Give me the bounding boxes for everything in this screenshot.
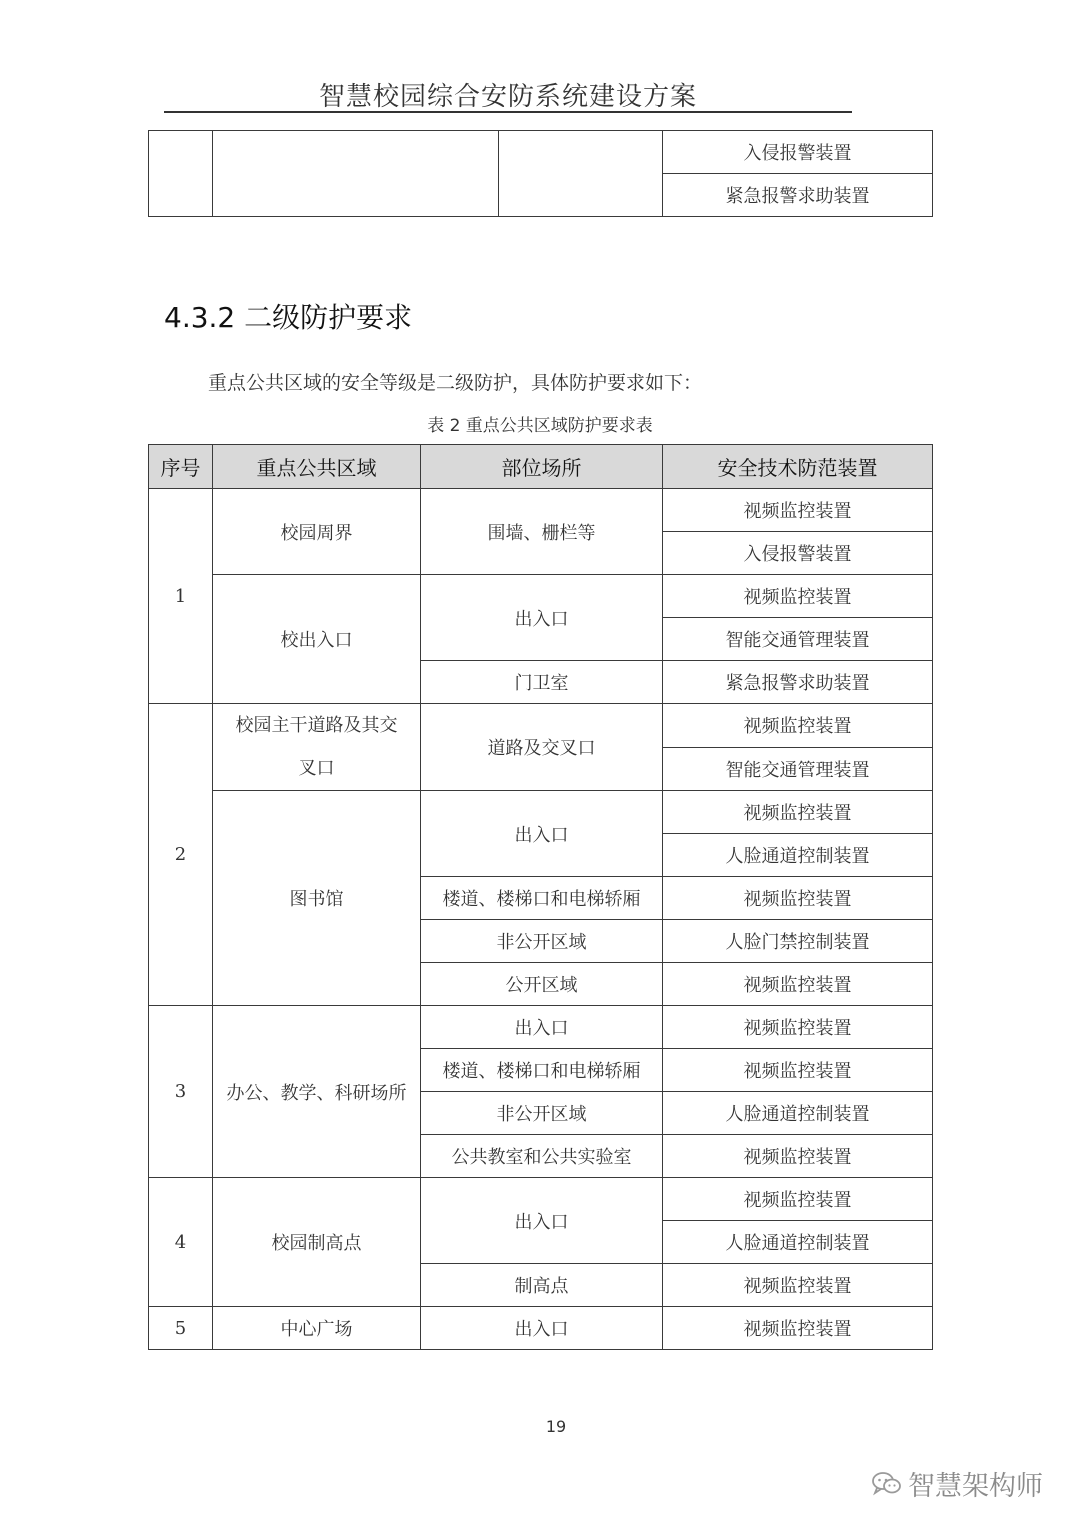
cell-device: 视频监控装置 <box>663 489 933 532</box>
table-header-row <box>149 445 933 489</box>
cell-device: 视频监控装置 <box>663 791 933 834</box>
cell-device: 视频监控装置 <box>663 1264 933 1307</box>
cell-device: 视频监控装置 <box>663 1307 933 1350</box>
wechat-icon <box>872 1471 902 1497</box>
cell-device: 人脸通道控制装置 <box>663 834 933 877</box>
cell-place: 非公开区域 <box>421 1092 663 1135</box>
table-row <box>149 704 933 748</box>
cell-device: 人脸门禁控制装置 <box>663 920 933 963</box>
cell-place: 出入口 <box>421 1307 663 1350</box>
header-divider <box>164 111 852 113</box>
cell-device: 视频监控装置 <box>663 704 933 748</box>
cell-area: 校园制高点 <box>213 1178 421 1307</box>
table-cell-empty <box>149 131 213 217</box>
page-header-title: 智慧校园综合安防系统建设方案 <box>318 82 697 112</box>
cell-place: 出入口 <box>421 1006 663 1049</box>
table-row <box>149 489 933 532</box>
cell-place: 楼道、楼梯口和电梯轿厢 <box>421 877 663 920</box>
cell-device: 智能交通管理装置 <box>663 747 933 791</box>
cell-place: 制高点 <box>421 1264 663 1307</box>
header-cell-area: 重点公共区域 <box>213 445 421 489</box>
cell-place: 门卫室 <box>421 661 663 704</box>
watermark-text: 智慧架构师 <box>908 1471 1043 1502</box>
cell-place: 公共教室和公共实验室 <box>421 1135 663 1178</box>
cell-device: 视频监控装置 <box>663 877 933 920</box>
cell-place: 非公开区域 <box>421 920 663 963</box>
cell-number: 3 <box>149 1006 213 1178</box>
cell-device: 紧急报警求助装置 <box>663 661 933 704</box>
table-caption: 表 2 重点公共区域防护要求表 <box>427 416 653 436</box>
continued-table <box>148 130 933 217</box>
cell-area: 校园周界 <box>213 489 421 575</box>
cell-place: 出入口 <box>421 1178 663 1264</box>
table-cell-empty <box>213 131 499 217</box>
header-cell-device: 安全技术防范装置 <box>663 445 933 489</box>
cell-area: 图书馆 <box>213 791 421 1006</box>
cell-device: 视频监控装置 <box>663 1178 933 1221</box>
cell-device: 人脸通道控制装置 <box>663 1092 933 1135</box>
table-row <box>149 1006 933 1049</box>
watermark <box>872 1464 1043 1503</box>
cell-area: 中心广场 <box>213 1307 421 1350</box>
intro-paragraph: 重点公共区域的安全等级是二级防护，具体防护要求如下： <box>208 372 703 394</box>
table-cell-empty <box>499 131 663 217</box>
cell-device: 视频监控装置 <box>663 1049 933 1092</box>
table-row <box>149 131 933 174</box>
table-row <box>149 1178 933 1221</box>
cell-device: 入侵报警装置 <box>663 532 933 575</box>
table-row <box>149 791 933 834</box>
cell-number: 4 <box>149 1178 213 1307</box>
cell-number: 5 <box>149 1307 213 1350</box>
cell-device: 视频监控装置 <box>663 575 933 618</box>
cell-device: 人脸通道控制装置 <box>663 1221 933 1264</box>
cell-number: 2 <box>149 704 213 1006</box>
cell-area: 校出入口 <box>213 575 421 704</box>
cell-place: 道路及交叉口 <box>421 704 663 791</box>
cell-device: 视频监控装置 <box>663 1006 933 1049</box>
page-number: 19 <box>545 1417 567 1436</box>
table-row <box>149 575 933 618</box>
table-cell-device: 入侵报警装置 <box>663 131 933 174</box>
table-cell-device: 紧急报警求助装置 <box>663 174 933 217</box>
cell-place: 围墙、栅栏等 <box>421 489 663 575</box>
header-cell-number: 序号 <box>149 445 213 489</box>
cell-place: 出入口 <box>421 791 663 877</box>
header-cell-place: 部位场所 <box>421 445 663 489</box>
cell-place: 出入口 <box>421 575 663 661</box>
protection-requirements-table <box>148 444 933 1350</box>
cell-area: 办公、教学、科研场所 <box>213 1006 421 1178</box>
cell-device: 视频监控装置 <box>663 1135 933 1178</box>
cell-device: 智能交通管理装置 <box>663 618 933 661</box>
cell-device: 视频监控装置 <box>663 963 933 1006</box>
cell-number: 1 <box>149 489 213 704</box>
table-row <box>149 1307 933 1350</box>
cell-area: 校园主干道路及其交叉口 <box>213 704 421 791</box>
cell-place: 楼道、楼梯口和电梯轿厢 <box>421 1049 663 1092</box>
section-heading: 4.3.2 二级防护要求 <box>164 301 413 334</box>
cell-place: 公开区域 <box>421 963 663 1006</box>
